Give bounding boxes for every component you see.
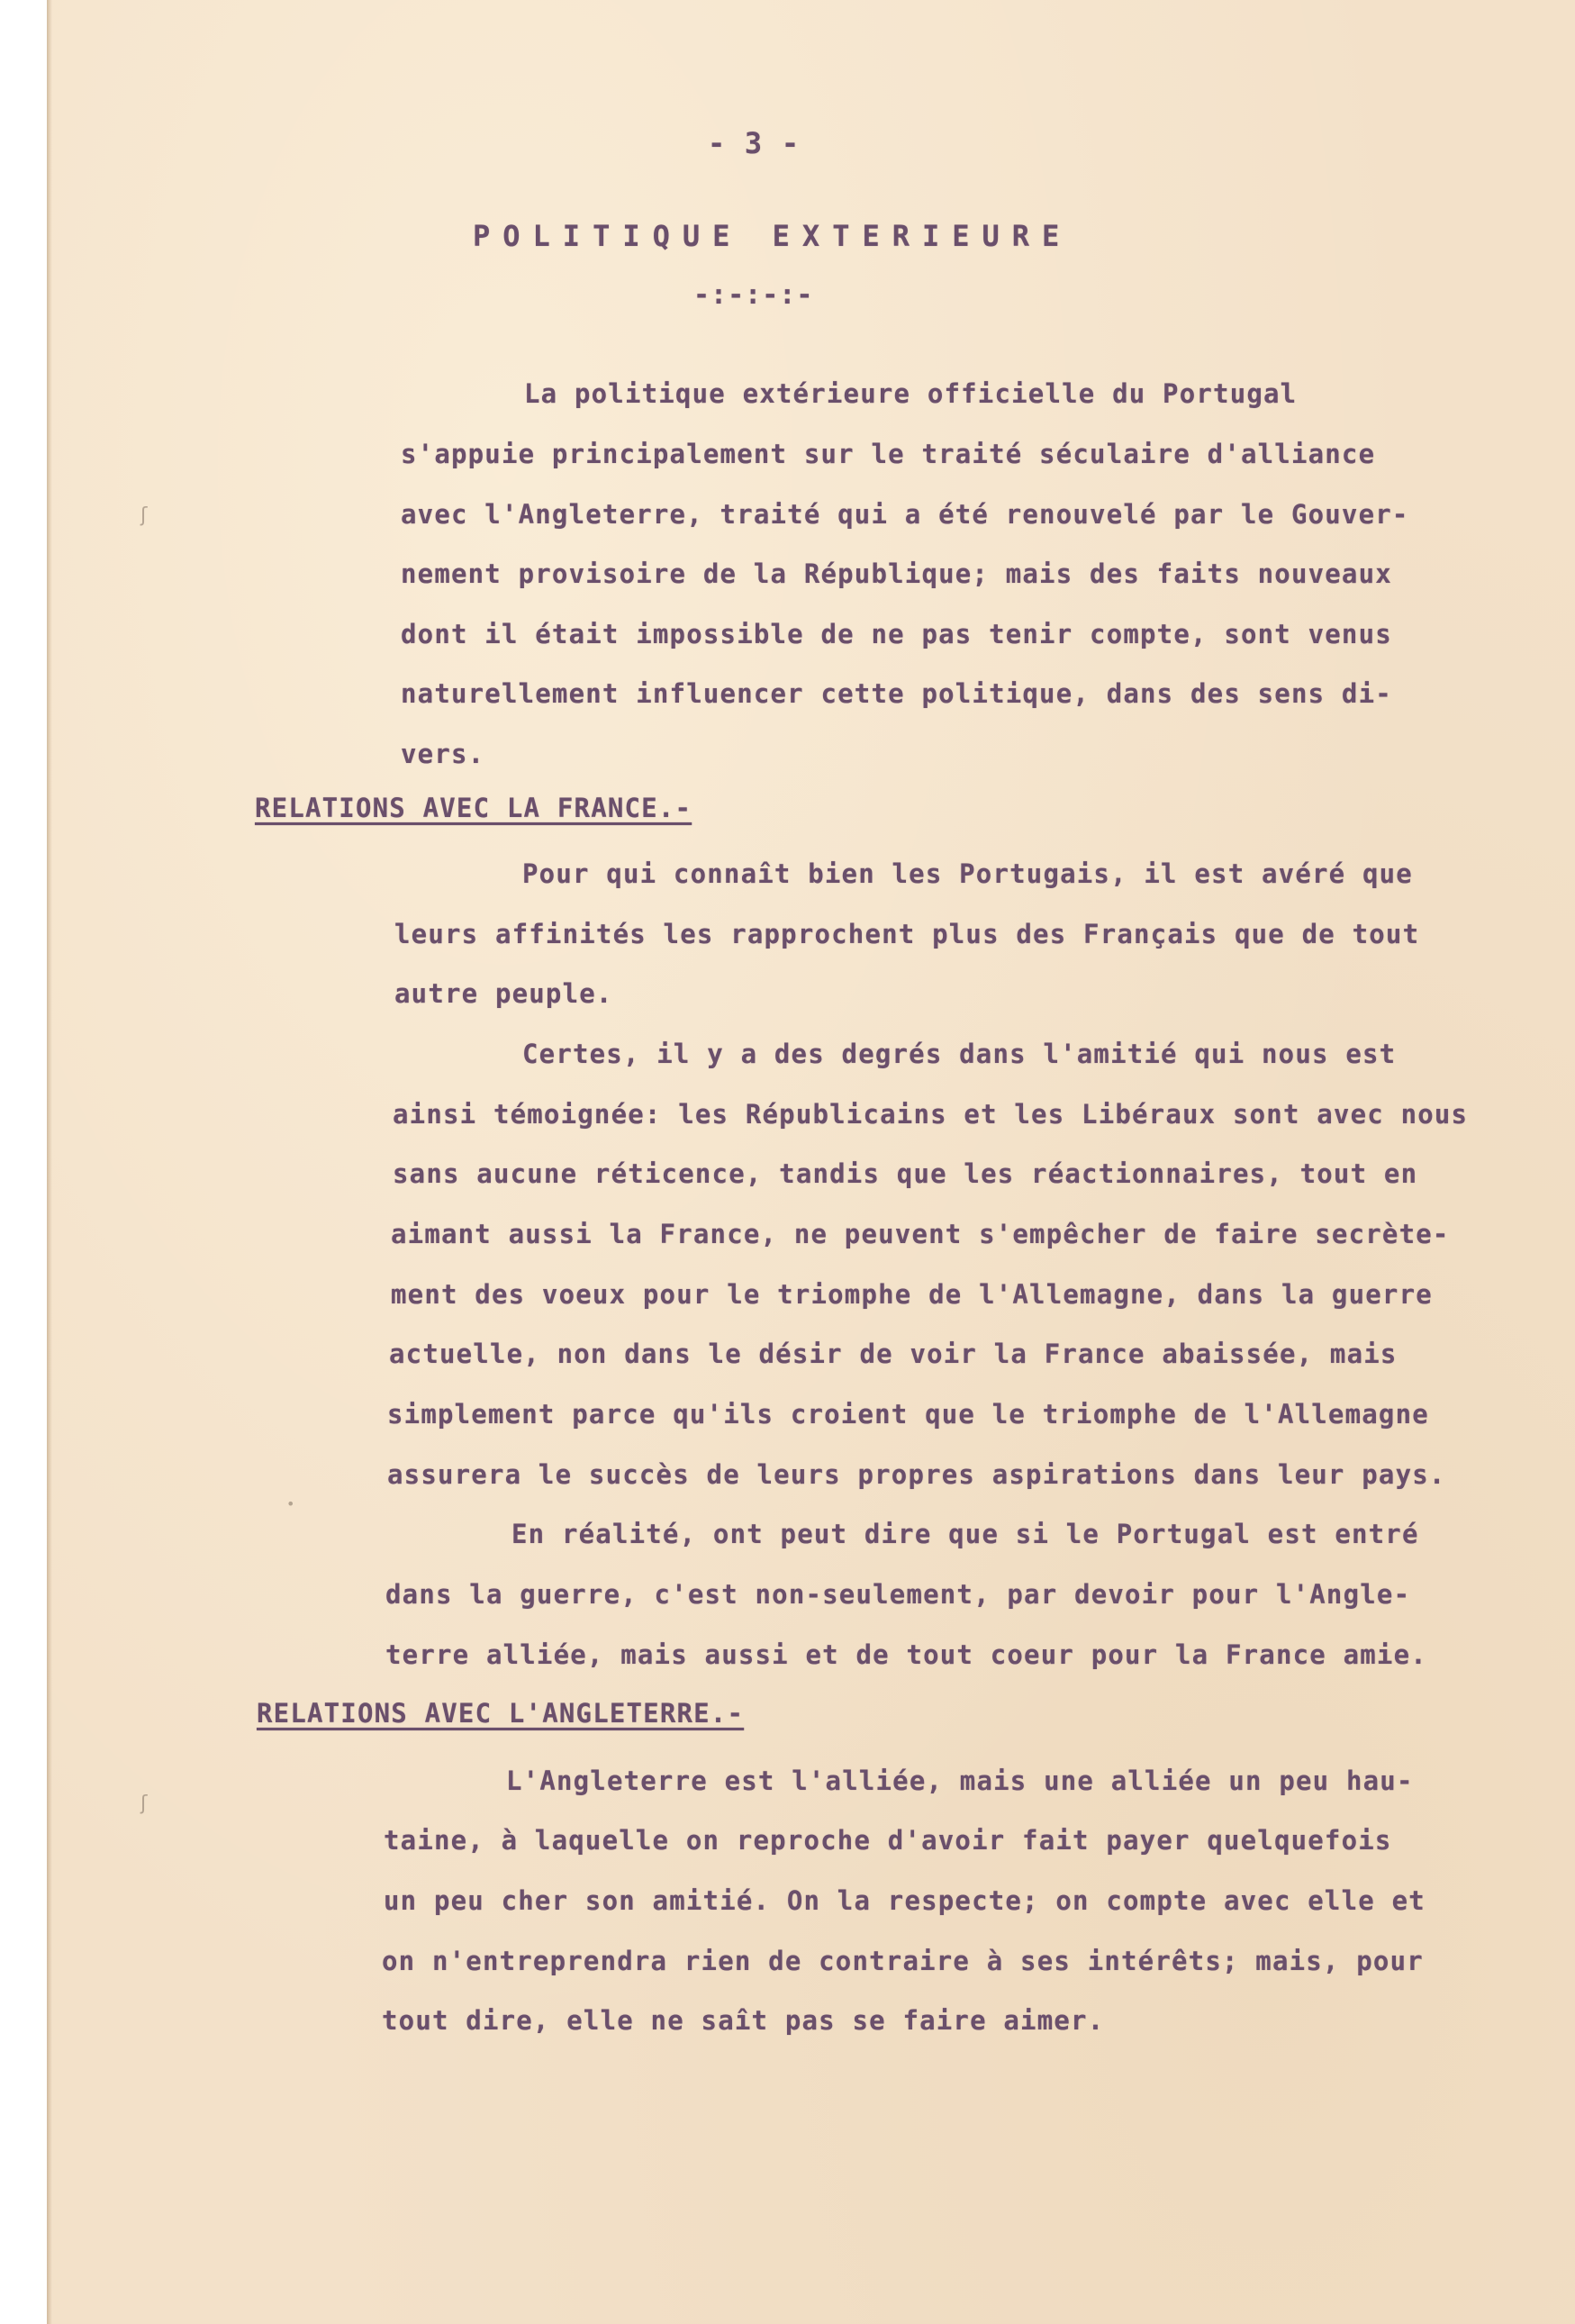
paragraph-line: autre peuple.	[394, 978, 613, 1009]
paragraph-line: sans aucune réticence, tandis que les réactionnaires, tout en	[393, 1158, 1418, 1189]
section-heading-france: RELATIONS AVEC LA FRANCE.-	[255, 793, 692, 823]
paragraph-line: taine, à laquelle on reproche d'avoir fait payer quelquefois	[384, 1825, 1392, 1856]
paragraph-line: leurs affinités les rapprochent plus des Français que de tout	[394, 919, 1420, 949]
paragraph-line: Certes, il y a des degrés dans l'amitié qui nous est	[522, 1039, 1397, 1069]
paragraph-line: naturellement influencer cette politique, dans des sens di-	[401, 678, 1392, 709]
section-heading-angleterre: RELATIONS AVEC L'ANGLETERRE.-	[257, 1698, 745, 1729]
paragraph-line: terre alliée, mais aussi et de tout coeur pour la France amie.	[385, 1639, 1427, 1670]
paragraph-line: tout dire, elle ne saît pas se faire aimer.	[382, 2005, 1105, 2036]
paper-edge-shadow	[47, 0, 52, 2324]
paragraph-line: s'appuie principalement sur le traité séculaire d'alliance	[401, 439, 1376, 469]
paragraph-line: En réalité, ont peut dire que si le Portugal est entré	[511, 1519, 1419, 1549]
paragraph-line: un peu cher son amitié. On la respecte; on compte avec elle et	[384, 1885, 1426, 1916]
paper-speck: •	[286, 1495, 295, 1512]
paragraph-line: ment des voeux pour le triomphe de l'Allemagne, dans la guerre	[391, 1279, 1433, 1310]
paragraph-line: La politique extérieure officielle du Portugal	[524, 378, 1298, 409]
paragraph-line: ainsi témoignée: les Républicains et les Libéraux sont avec nous	[393, 1099, 1469, 1130]
paragraph-line: assurera le succès de leurs propres aspirations dans leur pays.	[387, 1459, 1446, 1490]
paragraph-line: simplement parce qu'ils croient que le triomphe de l'Allemagne	[387, 1399, 1429, 1430]
paper-speck: ʃ	[140, 504, 148, 527]
paragraph-line: dans la guerre, c'est non-seulement, par devoir pour l'Angle-	[385, 1579, 1411, 1610]
paper-speck: ʃ	[140, 1793, 148, 1815]
paragraph-line: actuelle, non dans le désir de voir la France abaissée, mais	[389, 1339, 1398, 1369]
paragraph-line: aimant aussi la France, ne peuvent s'empêcher de faire secrète-	[391, 1219, 1450, 1249]
paragraph-line: avec l'Angleterre, traité qui a été renouvelé par le Gouver-	[401, 499, 1409, 530]
paragraph-line: Pour qui connaît bien les Portugais, il est avéré que	[522, 858, 1413, 889]
paragraph-line: dont il était impossible de ne pas tenir compte, sont venus	[401, 619, 1392, 649]
paragraph-line: nement provisoire de la République; mais des faits nouveaux	[401, 558, 1392, 589]
paragraph-line: L'Angleterre est l'alliée, mais une alliée un peu hau-	[506, 1766, 1414, 1796]
paragraph-line: vers.	[401, 739, 485, 769]
title-ornament: -:-:-:-	[693, 279, 814, 311]
page-number: - 3 -	[708, 126, 801, 160]
section-title: POLITIQUE EXTERIEURE	[473, 219, 1073, 253]
paragraph-line: on n'entreprendra rien de contraire à ses intérêts; mais, pour	[382, 1946, 1424, 1976]
